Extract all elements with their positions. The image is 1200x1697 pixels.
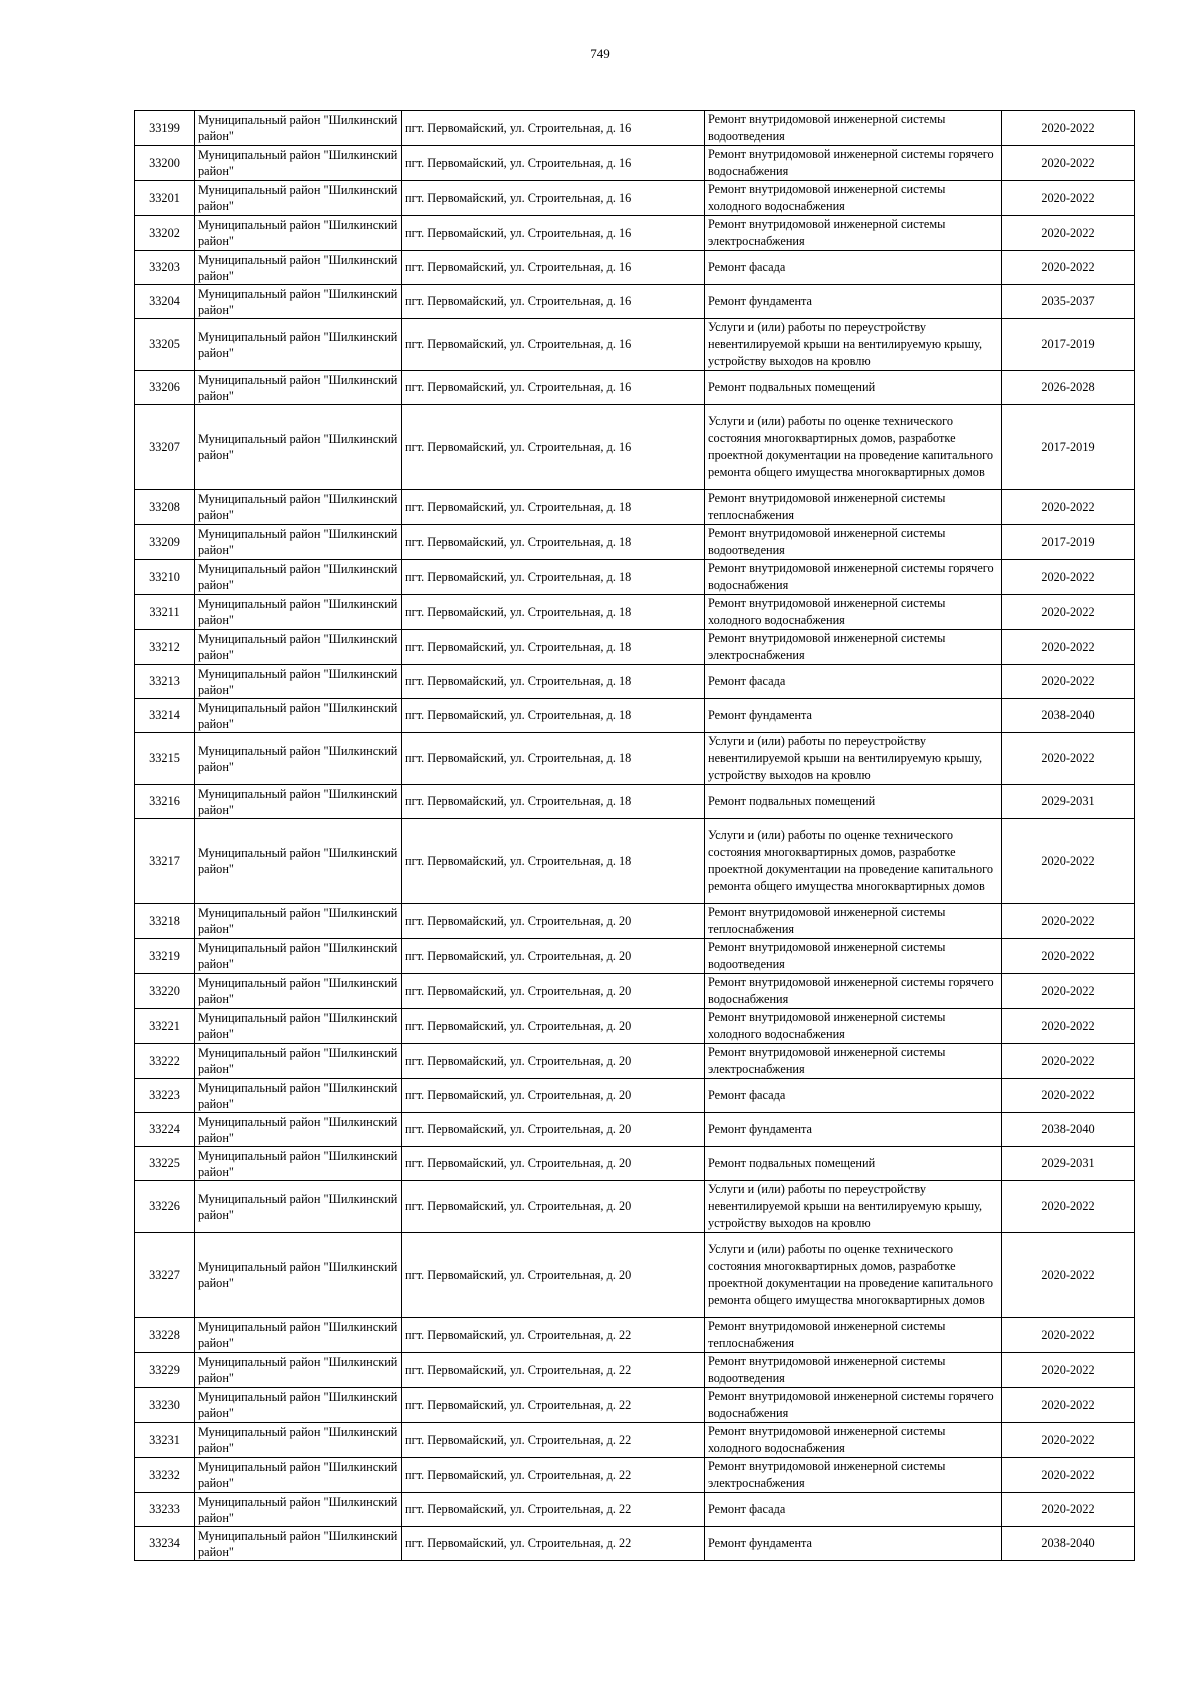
work-type-cell: Ремонт внутридомовой инженерной системы электроснабжения [705,630,1002,665]
address-cell: пгт. Первомайский, ул. Строительная, д. 16 [402,181,705,216]
municipality-cell: Муниципальный район "Шилкинский район" [195,1079,402,1113]
table-row [135,285,1135,319]
table-row [135,1318,1135,1353]
row-number-cell: 33233 [135,1493,195,1527]
work-type-cell: Ремонт внутридомовой инженерной системы горячего водоснабжения [705,146,1002,181]
work-type-cell: Ремонт внутридомовой инженерной системы горячего водоснабжения [705,974,1002,1009]
municipality-cell: Муниципальный район "Шилкинский район" [195,560,402,595]
address-cell: пгт. Первомайский, ул. Строительная, д. 18 [402,785,705,819]
work-type-cell: Услуги и (или) работы по оценке технического состояния многоквартирных домов, разработке проектной документации на проведение капитального ремонта общего имущества многоквартирных домов [705,1233,1002,1318]
table-row [135,1181,1135,1233]
period-cell: 2020-2022 [1002,1458,1135,1493]
row-number-cell: 33225 [135,1147,195,1181]
address-cell: пгт. Первомайский, ул. Строительная, д. 16 [402,146,705,181]
address-cell: пгт. Первомайский, ул. Строительная, д. 20 [402,1009,705,1044]
work-type-cell: Ремонт внутридомовой инженерной системы холодного водоснабжения [705,595,1002,630]
period-cell: 2029-2031 [1002,1147,1135,1181]
capital-repair-table [134,110,1135,1561]
row-number-cell: 33217 [135,819,195,904]
municipality-cell: Муниципальный район "Шилкинский район" [195,1181,402,1233]
address-cell: пгт. Первомайский, ул. Строительная, д. 16 [402,285,705,319]
period-cell: 2020-2022 [1002,181,1135,216]
row-number-cell: 33199 [135,111,195,146]
work-type-cell: Ремонт фасада [705,251,1002,285]
table-row [135,1113,1135,1147]
table-row [135,560,1135,595]
period-cell: 2017-2019 [1002,405,1135,490]
table-row [135,1009,1135,1044]
period-cell: 2038-2040 [1002,1113,1135,1147]
address-cell: пгт. Первомайский, ул. Строительная, д. 18 [402,819,705,904]
table-row [135,181,1135,216]
municipality-cell: Муниципальный район "Шилкинский район" [195,904,402,939]
row-number-cell: 33206 [135,371,195,405]
address-cell: пгт. Первомайский, ул. Строительная, д. 22 [402,1493,705,1527]
period-cell: 2020-2022 [1002,1423,1135,1458]
address-cell: пгт. Первомайский, ул. Строительная, д. 22 [402,1458,705,1493]
row-number-cell: 33214 [135,699,195,733]
row-number-cell: 33227 [135,1233,195,1318]
municipality-cell: Муниципальный район "Шилкинский район" [195,1353,402,1388]
table-row [135,819,1135,904]
period-cell: 2020-2022 [1002,630,1135,665]
address-cell: пгт. Первомайский, ул. Строительная, д. 18 [402,595,705,630]
table-row [135,146,1135,181]
municipality-cell: Муниципальный район "Шилкинский район" [195,1458,402,1493]
municipality-cell: Муниципальный район "Шилкинский район" [195,819,402,904]
period-cell: 2020-2022 [1002,1318,1135,1353]
address-cell: пгт. Первомайский, ул. Строительная, д. 18 [402,733,705,785]
address-cell: пгт. Первомайский, ул. Строительная, д. 16 [402,111,705,146]
row-number-cell: 33200 [135,146,195,181]
municipality-cell: Муниципальный район "Шилкинский район" [195,630,402,665]
row-number-cell: 33220 [135,974,195,1009]
period-cell: 2020-2022 [1002,111,1135,146]
period-cell: 2020-2022 [1002,733,1135,785]
period-cell: 2020-2022 [1002,560,1135,595]
table-row [135,1423,1135,1458]
period-cell: 2035-2037 [1002,285,1135,319]
municipality-cell: Муниципальный район "Шилкинский район" [195,319,402,371]
table-body [135,111,1135,1561]
work-type-cell: Ремонт внутридомовой инженерной системы водоотведения [705,111,1002,146]
table-row [135,1044,1135,1079]
address-cell: пгт. Первомайский, ул. Строительная, д. 20 [402,939,705,974]
period-cell: 2020-2022 [1002,1233,1135,1318]
row-number-cell: 33224 [135,1113,195,1147]
municipality-cell: Муниципальный район "Шилкинский район" [195,405,402,490]
work-type-cell: Ремонт внутридомовой инженерной системы водоотведения [705,525,1002,560]
municipality-cell: Муниципальный район "Шилкинский район" [195,111,402,146]
work-type-cell: Ремонт внутридомовой инженерной системы теплоснабжения [705,904,1002,939]
page-number: 749 [590,46,610,61]
municipality-cell: Муниципальный район "Шилкинский район" [195,1423,402,1458]
work-type-cell: Ремонт внутридомовой инженерной системы холодного водоснабжения [705,1009,1002,1044]
address-cell: пгт. Первомайский, ул. Строительная, д. 22 [402,1353,705,1388]
period-cell: 2020-2022 [1002,665,1135,699]
work-type-cell: Ремонт фундамента [705,699,1002,733]
work-type-cell: Ремонт внутридомовой инженерной системы водоотведения [705,939,1002,974]
table-row [135,1493,1135,1527]
address-cell: пгт. Первомайский, ул. Строительная, д. 20 [402,1079,705,1113]
table-row [135,525,1135,560]
period-cell: 2020-2022 [1002,216,1135,251]
row-number-cell: 33211 [135,595,195,630]
municipality-cell: Муниципальный район "Шилкинский район" [195,1388,402,1423]
municipality-cell: Муниципальный район "Шилкинский район" [195,1318,402,1353]
work-type-cell: Услуги и (или) работы по оценке технического состояния многоквартирных домов, разработке проектной документации на проведение капитального ремонта общего имущества многоквартирных домов [705,819,1002,904]
work-type-cell: Услуги и (или) работы по переустройству невентилируемой крыши на вентилируемую крышу, устройству выходов на кровлю [705,1181,1002,1233]
row-number-cell: 33215 [135,733,195,785]
table-row [135,371,1135,405]
table-row [135,1353,1135,1388]
work-type-cell: Ремонт внутридомовой инженерной системы теплоснабжения [705,490,1002,525]
work-type-cell: Ремонт фасада [705,665,1002,699]
municipality-cell: Муниципальный район "Шилкинский район" [195,371,402,405]
work-type-cell: Ремонт подвальных помещений [705,371,1002,405]
municipality-cell: Муниципальный район "Шилкинский район" [195,733,402,785]
address-cell: пгт. Первомайский, ул. Строительная, д. 18 [402,665,705,699]
table-row [135,1527,1135,1561]
row-number-cell: 33208 [135,490,195,525]
table-row [135,405,1135,490]
table-row [135,111,1135,146]
work-type-cell: Ремонт фундамента [705,285,1002,319]
work-type-cell: Ремонт внутридомовой инженерной системы горячего водоснабжения [705,560,1002,595]
work-type-cell: Ремонт фасада [705,1079,1002,1113]
address-cell: пгт. Первомайский, ул. Строительная, д. 22 [402,1527,705,1561]
table-row [135,699,1135,733]
municipality-cell: Муниципальный район "Шилкинский район" [195,251,402,285]
table-row [135,733,1135,785]
table-row [135,1079,1135,1113]
municipality-cell: Муниципальный район "Шилкинский район" [195,699,402,733]
table-row [135,319,1135,371]
period-cell: 2038-2040 [1002,1527,1135,1561]
address-cell: пгт. Первомайский, ул. Строительная, д. 18 [402,525,705,560]
table-row [135,904,1135,939]
address-cell: пгт. Первомайский, ул. Строительная, д. 16 [402,371,705,405]
period-cell: 2020-2022 [1002,251,1135,285]
address-cell: пгт. Первомайский, ул. Строительная, д. 16 [402,251,705,285]
work-type-cell: Ремонт подвальных помещений [705,785,1002,819]
period-cell: 2026-2028 [1002,371,1135,405]
table-row [135,1233,1135,1318]
period-cell: 2020-2022 [1002,595,1135,630]
table-row [135,1147,1135,1181]
period-cell: 2020-2022 [1002,939,1135,974]
municipality-cell: Муниципальный район "Шилкинский район" [195,1233,402,1318]
row-number-cell: 33205 [135,319,195,371]
row-number-cell: 33226 [135,1181,195,1233]
period-cell: 2020-2022 [1002,1493,1135,1527]
address-cell: пгт. Первомайский, ул. Строительная, д. 20 [402,1233,705,1318]
row-number-cell: 33204 [135,285,195,319]
period-cell: 2017-2019 [1002,525,1135,560]
period-cell: 2020-2022 [1002,146,1135,181]
table-row [135,1458,1135,1493]
row-number-cell: 33232 [135,1458,195,1493]
table-row [135,1388,1135,1423]
table-row [135,785,1135,819]
period-cell: 2038-2040 [1002,699,1135,733]
work-type-cell: Ремонт внутридомовой инженерной системы теплоснабжения [705,1318,1002,1353]
table-row [135,974,1135,1009]
row-number-cell: 33229 [135,1353,195,1388]
work-type-cell: Ремонт внутридомовой инженерной системы холодного водоснабжения [705,1423,1002,1458]
table-row [135,251,1135,285]
row-number-cell: 33216 [135,785,195,819]
period-cell: 2020-2022 [1002,1009,1135,1044]
municipality-cell: Муниципальный район "Шилкинский район" [195,490,402,525]
period-cell: 2020-2022 [1002,974,1135,1009]
work-type-cell: Ремонт подвальных помещений [705,1147,1002,1181]
work-type-cell: Ремонт внутридомовой инженерной системы водоотведения [705,1353,1002,1388]
row-number-cell: 33212 [135,630,195,665]
row-number-cell: 33203 [135,251,195,285]
address-cell: пгт. Первомайский, ул. Строительная, д. 20 [402,1044,705,1079]
municipality-cell: Муниципальный район "Шилкинский район" [195,1493,402,1527]
municipality-cell: Муниципальный район "Шилкинский район" [195,525,402,560]
municipality-cell: Муниципальный район "Шилкинский район" [195,1009,402,1044]
period-cell: 2020-2022 [1002,904,1135,939]
table-row [135,939,1135,974]
period-cell: 2020-2022 [1002,819,1135,904]
municipality-cell: Муниципальный район "Шилкинский район" [195,216,402,251]
address-cell: пгт. Первомайский, ул. Строительная, д. 20 [402,1147,705,1181]
work-type-cell: Ремонт фундамента [705,1527,1002,1561]
table-row [135,665,1135,699]
address-cell: пгт. Первомайский, ул. Строительная, д. 22 [402,1388,705,1423]
period-cell: 2020-2022 [1002,490,1135,525]
row-number-cell: 33219 [135,939,195,974]
address-cell: пгт. Первомайский, ул. Строительная, д. 18 [402,490,705,525]
address-cell: пгт. Первомайский, ул. Строительная, д. 18 [402,699,705,733]
row-number-cell: 33234 [135,1527,195,1561]
row-number-cell: 33213 [135,665,195,699]
period-cell: 2020-2022 [1002,1353,1135,1388]
municipality-cell: Муниципальный район "Шилкинский район" [195,785,402,819]
row-number-cell: 33231 [135,1423,195,1458]
row-number-cell: 33223 [135,1079,195,1113]
work-type-cell: Ремонт внутридомовой инженерной системы горячего водоснабжения [705,1388,1002,1423]
address-cell: пгт. Первомайский, ул. Строительная, д. 20 [402,1181,705,1233]
period-cell: 2017-2019 [1002,319,1135,371]
municipality-cell: Муниципальный район "Шилкинский район" [195,1147,402,1181]
row-number-cell: 33222 [135,1044,195,1079]
row-number-cell: 33201 [135,181,195,216]
work-type-cell: Услуги и (или) работы по оценке технического состояния многоквартирных домов, разработке проектной документации на проведение капитального ремонта общего имущества многоквартирных домов [705,405,1002,490]
period-cell: 2029-2031 [1002,785,1135,819]
period-cell: 2020-2022 [1002,1044,1135,1079]
period-cell: 2020-2022 [1002,1181,1135,1233]
work-type-cell: Услуги и (или) работы по переустройству невентилируемой крыши на вентилируемую крышу, устройству выходов на кровлю [705,319,1002,371]
municipality-cell: Муниципальный район "Шилкинский район" [195,1527,402,1561]
row-number-cell: 33221 [135,1009,195,1044]
address-cell: пгт. Первомайский, ул. Строительная, д. 16 [402,405,705,490]
table-row [135,490,1135,525]
table-row [135,216,1135,251]
address-cell: пгт. Первомайский, ул. Строительная, д. 20 [402,1113,705,1147]
address-cell: пгт. Первомайский, ул. Строительная, д. 16 [402,319,705,371]
address-cell: пгт. Первомайский, ул. Строительная, д. 22 [402,1423,705,1458]
work-type-cell: Ремонт внутридомовой инженерной системы холодного водоснабжения [705,181,1002,216]
address-cell: пгт. Первомайский, ул. Строительная, д. 20 [402,974,705,1009]
work-type-cell: Ремонт фундамента [705,1113,1002,1147]
table-row [135,630,1135,665]
work-type-cell: Ремонт внутридомовой инженерной системы электроснабжения [705,216,1002,251]
municipality-cell: Муниципальный район "Шилкинский район" [195,146,402,181]
municipality-cell: Муниципальный район "Шилкинский район" [195,939,402,974]
municipality-cell: Муниципальный район "Шилкинский район" [195,974,402,1009]
municipality-cell: Муниципальный район "Шилкинский район" [195,1044,402,1079]
row-number-cell: 33210 [135,560,195,595]
municipality-cell: Муниципальный район "Шилкинский район" [195,595,402,630]
row-number-cell: 33207 [135,405,195,490]
address-cell: пгт. Первомайский, ул. Строительная, д. 16 [402,216,705,251]
row-number-cell: 33228 [135,1318,195,1353]
address-cell: пгт. Первомайский, ул. Строительная, д. 18 [402,630,705,665]
row-number-cell: 33209 [135,525,195,560]
work-type-cell: Ремонт внутридомовой инженерной системы электроснабжения [705,1044,1002,1079]
table-row [135,595,1135,630]
address-cell: пгт. Первомайский, ул. Строительная, д. 22 [402,1318,705,1353]
municipality-cell: Муниципальный район "Шилкинский район" [195,1113,402,1147]
work-type-cell: Ремонт внутридомовой инженерной системы электроснабжения [705,1458,1002,1493]
work-type-cell: Ремонт фасада [705,1493,1002,1527]
period-cell: 2020-2022 [1002,1388,1135,1423]
address-cell: пгт. Первомайский, ул. Строительная, д. 18 [402,560,705,595]
municipality-cell: Муниципальный район "Шилкинский район" [195,285,402,319]
row-number-cell: 33230 [135,1388,195,1423]
address-cell: пгт. Первомайский, ул. Строительная, д. 20 [402,904,705,939]
row-number-cell: 33202 [135,216,195,251]
work-type-cell: Услуги и (или) работы по переустройству невентилируемой крыши на вентилируемую крышу, устройству выходов на кровлю [705,733,1002,785]
municipality-cell: Муниципальный район "Шилкинский район" [195,665,402,699]
municipality-cell: Муниципальный район "Шилкинский район" [195,181,402,216]
row-number-cell: 33218 [135,904,195,939]
period-cell: 2020-2022 [1002,1079,1135,1113]
